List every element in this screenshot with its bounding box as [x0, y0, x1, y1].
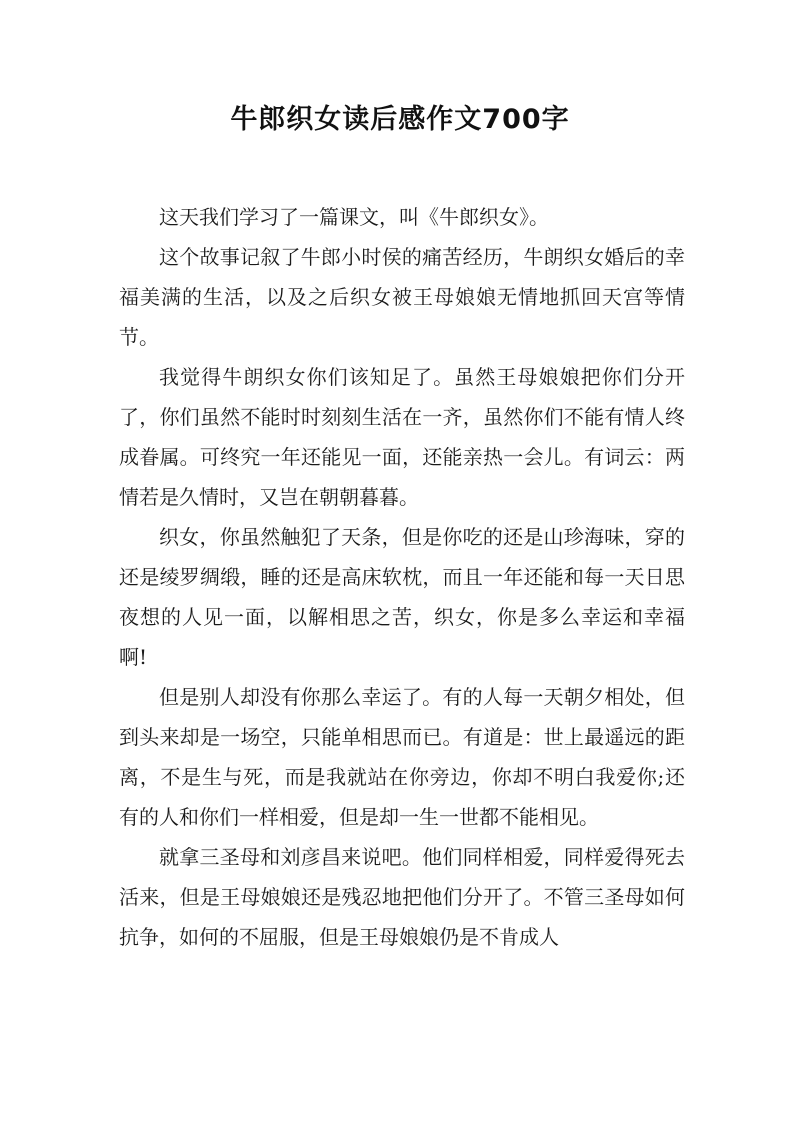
- paragraph: 这个故事记叙了牛郎小时侯的痛苦经历，牛朗织女婚后的幸福美满的生活，以及之后织女被王母娘娘无情地抓回天宫等情节。: [119, 245, 685, 349]
- paragraph: 织女，你虽然触犯了天条，但是你吃的还是山珍海味，穿的还是绫罗绸缎，睡的还是高床软枕，而且一年还能和每一天日思夜想的人见一面，以解相思之苦，织女，你是多么幸运和幸福啊!: [119, 525, 685, 669]
- paragraph: 我觉得牛朗织女你们该知足了。虽然王母娘娘把你们分开了，你们虽然不能时时刻刻生活在一齐，虽然你们不能有情人终成眷属。可终究一年还能见一面，还能亲热一会儿。有词云：两情若是久情时，又岂在朝朝暮暮。: [119, 365, 685, 509]
- paragraph: 就拿三圣母和刘彦昌来说吧。他们同样相爱，同样爱得死去活来，但是王母娘娘还是残忍地把他们分开了。不管三圣母如何抗争，如何的不屈服，但是王母娘娘仍是不肯成人: [119, 845, 685, 949]
- document-title: 牛郎织女读后感作文700字: [230, 104, 570, 135]
- paragraph: 这天我们学习了一篇课文，叫《牛郎织女》。: [159, 205, 549, 229]
- paragraph: 但是别人却没有你那么幸运了。有的人每一天朝夕相处，但到头来却是一场空，只能单相思而已。有道是：世上最遥远的距离，不是生与死，而是我就站在你旁边，你却不明白我爱你;还有的人和你们一样相爱，但是却一生一世都不能相见。: [119, 685, 685, 829]
- document-body: [119, 197, 685, 957]
